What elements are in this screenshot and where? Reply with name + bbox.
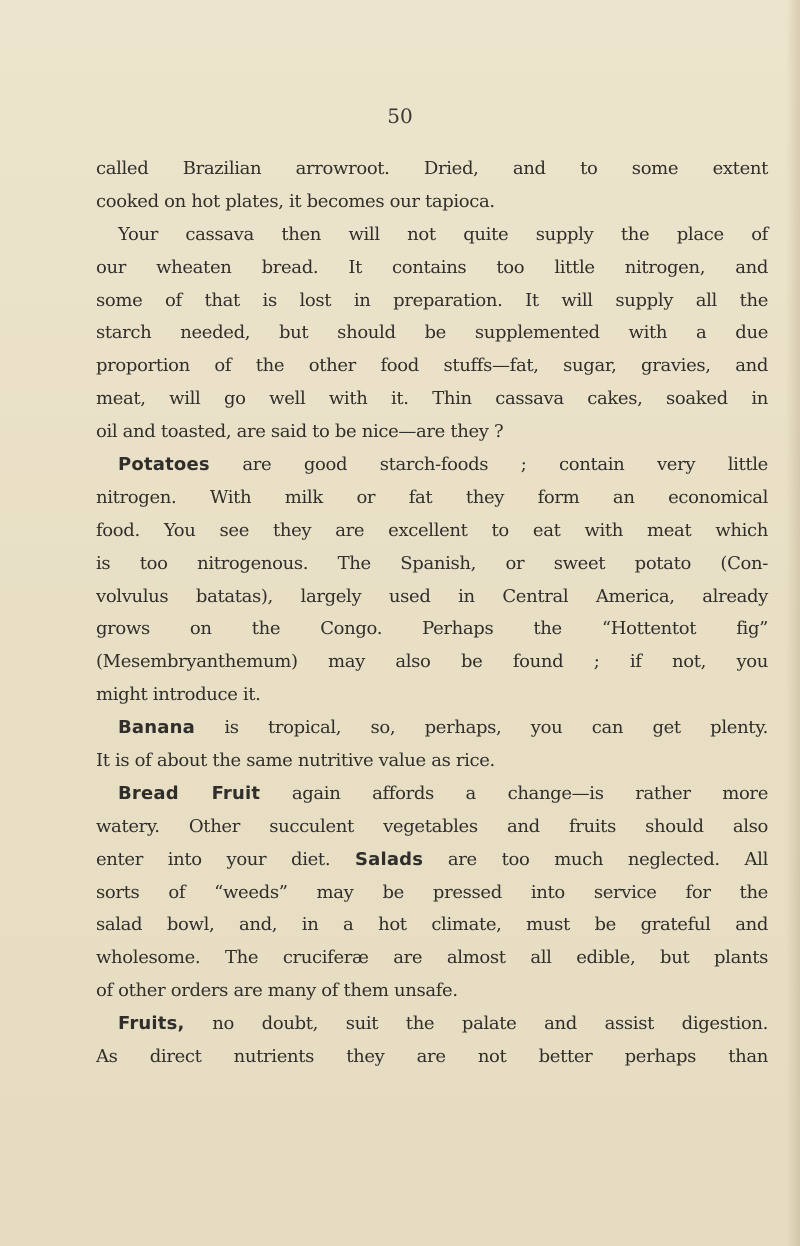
text-line <box>96 581 768 614</box>
text-line <box>96 515 768 548</box>
line-text: are good starch-foods ; contain very little <box>209 454 768 476</box>
text-line <box>96 909 768 942</box>
text-line <box>96 942 768 975</box>
page-number: 50 <box>387 104 413 128</box>
run-in-heading: Bread Fruit <box>118 782 261 804</box>
text-line <box>96 646 768 679</box>
line-text: of other orders are many of them unsafe. <box>96 980 458 1002</box>
line-text: sorts of “weeds” may be pressed into service for the <box>96 881 768 903</box>
text-line <box>96 548 768 581</box>
line-text: might introduce it. <box>96 684 261 706</box>
text-line <box>96 877 768 910</box>
line-text: proportion of the other food stuffs—fat, sugar, gravies, and <box>96 355 768 377</box>
run-in-heading: Fruits, <box>118 1013 185 1035</box>
text-line <box>96 449 768 482</box>
text-line <box>96 285 768 318</box>
text-line <box>96 811 768 844</box>
text-line <box>96 219 768 252</box>
line-text: oil and toasted, are said to be nice—are they ? <box>96 421 504 443</box>
text-line <box>96 186 768 219</box>
line-text: wholesome. The cruciferæ are almost all edible, but plants <box>96 947 768 969</box>
line-text: grows on the Congo. Perhaps the “Hottentot fig” <box>96 618 768 640</box>
run-in-heading: Potatoes <box>118 454 210 476</box>
line-text: As direct nutrients they are not better perhaps than <box>96 1046 768 1068</box>
line-text: cooked on hot plates, it becomes our tapioca. <box>96 190 495 212</box>
text-line <box>96 482 768 515</box>
text-line <box>96 1008 768 1041</box>
line-text: called Brazilian arrowroot. Dried, and to some extent <box>96 158 768 179</box>
text-line <box>96 745 768 778</box>
line-text: nitrogen. With milk or fat they form an economical <box>96 486 768 508</box>
run-in-heading: Banana <box>118 717 195 739</box>
line-text: no doubt, suit the palate and assist digestion. <box>184 1013 768 1035</box>
text-line <box>96 252 768 285</box>
text-line <box>96 613 768 646</box>
line-text: (Mesembryanthemum) may also be found ; if not, you <box>96 651 768 673</box>
text-line <box>96 844 768 877</box>
line-text: volvulus batatas), largely used in Central America, already <box>96 585 768 607</box>
line-text: food. You see they are excellent to eat with meat which <box>96 519 768 541</box>
line-text: some of that is lost in preparation. It will supply all the <box>96 289 768 311</box>
text-line <box>96 975 768 1008</box>
page-edge-shadow <box>786 0 800 1246</box>
line-text: is tropical, so, perhaps, you can get plenty. <box>195 717 768 739</box>
text-line <box>96 416 768 449</box>
text-line <box>96 317 768 350</box>
text-line <box>96 383 768 416</box>
line-text: meat, will go well with it. Thin cassava cakes, soaked in <box>96 388 768 410</box>
line-text: salad bowl, and, in a hot climate, must be grateful and <box>96 914 768 936</box>
line-text: enter into your diet. <box>96 848 355 870</box>
text-line <box>96 679 768 712</box>
line-text: watery. Other succulent vegetables and fruits should also <box>96 815 768 837</box>
text-line <box>96 1041 768 1074</box>
text-line <box>96 712 768 745</box>
line-text: our wheaten bread. It contains too little nitrogen, and <box>96 256 768 278</box>
run-in-heading: Salads <box>354 848 424 870</box>
line-text: again affords a change—is rather more <box>260 782 768 804</box>
body-text <box>96 153 768 1074</box>
text-line <box>96 778 768 811</box>
line-text: is too nitrogenous. The Spanish, or sweet potato (Con- <box>96 552 768 574</box>
text-line <box>96 350 768 383</box>
line-text: Your cassava then will not quite supply the place of <box>118 223 768 245</box>
line-text: are too much neglected. All <box>423 848 768 870</box>
text-line <box>96 153 768 186</box>
line-text: It is of about the same nutritive value as rice. <box>96 750 495 772</box>
line-text: starch needed, but should be supplemented with a due <box>96 322 768 344</box>
